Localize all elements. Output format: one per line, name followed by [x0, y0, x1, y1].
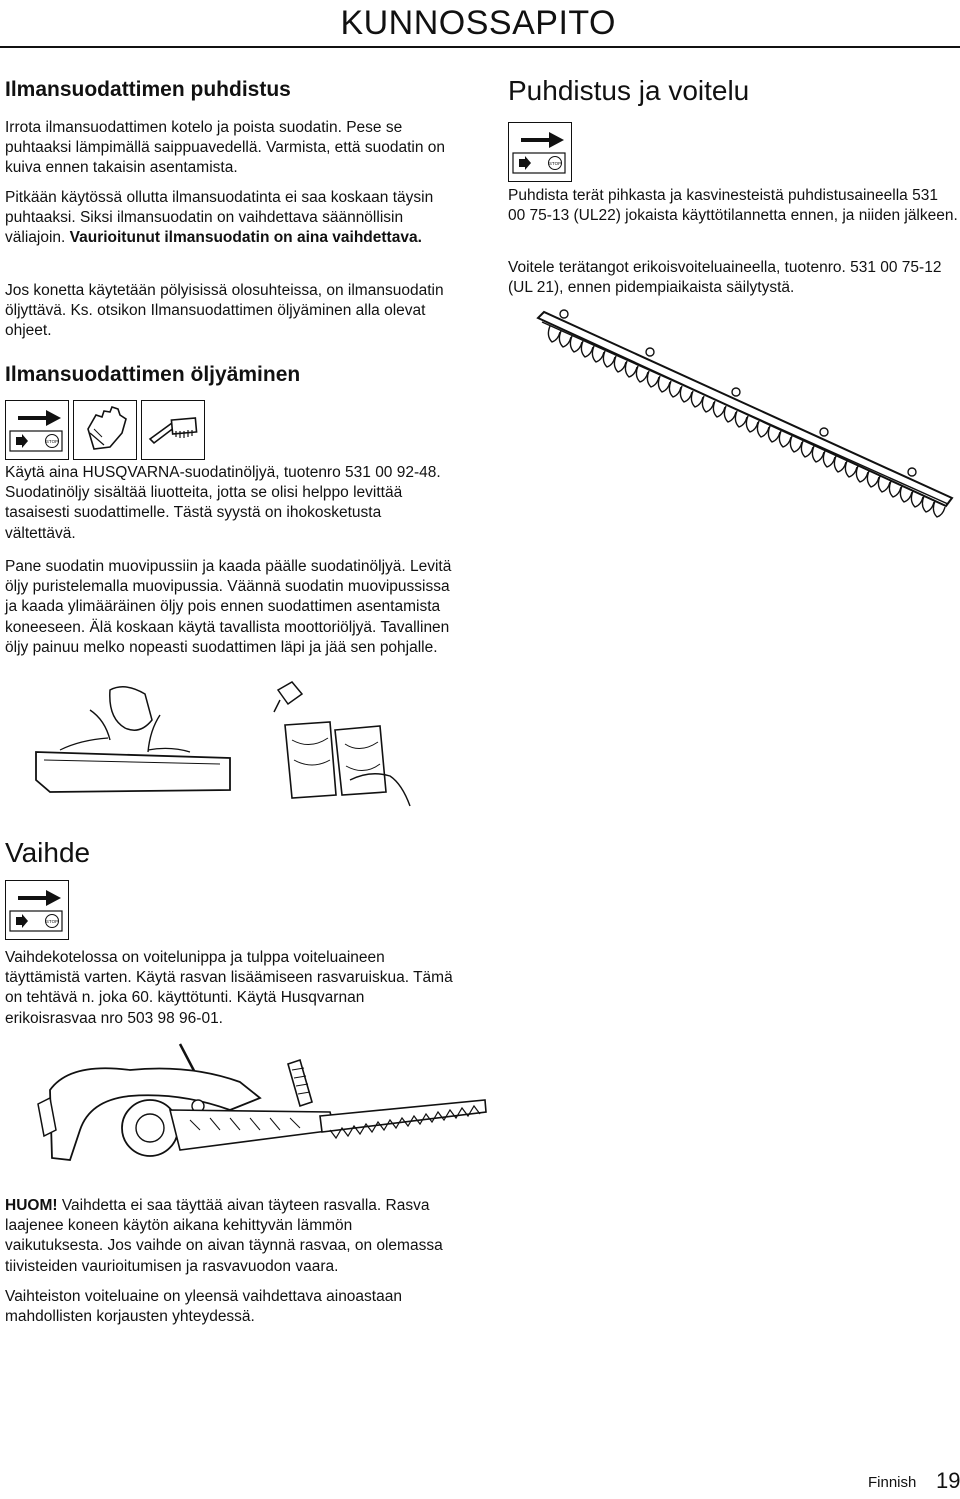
- stop-icon: STOP: [548, 161, 562, 166]
- maintenance-symbol: [5, 400, 69, 460]
- hedge-trimmer-illustration: [30, 1040, 490, 1180]
- blade-illustration: [520, 300, 960, 530]
- note-label: HUOM!: [5, 1197, 58, 1214]
- paragraph: Vaihteiston voiteluaine on yleensä vaihdettava ainoastaan mahdollisten korjausten yhteydessä.: [5, 1288, 402, 1326]
- section-heading-air-filter-oiling: Ilmansuodattimen öljyäminen: [5, 363, 301, 386]
- arrow-forward-icon: [6, 881, 67, 938]
- paragraph: [5, 188, 445, 249]
- paragraph: Pane suodatin muovipussiin ja kaada päälle suodatinöljyä. Levitä öljy puristelemalla muovipussia. Väännä suodatin muovipussissa ja kaada ylimääräinen öljy pois ennen suodattimen asentamista koneeseen. Älä koskaan käytä tavallista moottoriöljyä. Tavallinen öljy painuu melko nopeasti suodattimen läpi ja jää sen pohjalle.: [5, 558, 452, 656]
- footer-page-number: 19: [936, 1468, 960, 1493]
- brush-icon: [142, 401, 203, 458]
- paragraph: Irrota ilmansuodattimen kotelo ja poista suodatin. Pese se puhtaaksi lämpimällä saippuavedellä. Varmista, että suodatin on kuiva ennen takaisin asentamista.: [5, 119, 445, 177]
- filter-oiling-illustration: [30, 680, 430, 810]
- paragraph: Jos konetta käytetään pölyisissä olosuhteissa, on ilmansuodatin öljyttävä. Ks. otsikon Ilmansuodattimen öljyäminen alla olevat ohjeet.: [5, 282, 444, 340]
- section-heading-air-filter-cleaning: Ilmansuodattimen puhdistus: [5, 78, 291, 101]
- paragraph: Puhdista terät pihkasta ja kasvinesteistä puhdistusaineella 531 00 75-13 (UL22) jokaista käyttötilannetta ennen, ja niiden jälkeen.: [508, 187, 958, 225]
- arrow-forward-icon: [6, 401, 67, 458]
- note-text: Vaihdetta ei saa täyttää aivan täyteen rasvalla. Rasva laajenee koneen käytön aikana kehittyvän lämmön vaikutuksesta. Jos vaihde on aivan täynnä rasvaa, on olemassa tiivisteiden vaurioitumisen ja rasvavuodon vaara.: [5, 1197, 443, 1275]
- warning-text: Vaurioitunut ilmansuodatin on aina vaihdettava.: [69, 229, 422, 247]
- brush-symbol: [141, 400, 205, 460]
- maintenance-symbol: [508, 122, 572, 182]
- maintenance-symbol: [5, 880, 69, 940]
- paragraph: Käytä aina HUSQVARNA-suodatinöljyä, tuotenro 531 00 92-48. Suodatinöljy sisältää liuotteita, jotta se olisi helppo levittää tasaisesti suodattimelle. Tästä syystä on ihokosketusta vältettävä.: [5, 464, 441, 542]
- paragraph: Vaihdekotelossa on voitelunippa ja tulppa voiteluaineen täyttämistä varten. Käytä rasvan lisäämiseen rasvaruiskua. Tämä on tehtävä n. joka 60. käyttötunti. Käytä Husqvarnan erikoisrasvaa nro 503 98 96-01.: [5, 949, 453, 1027]
- section-heading-cleaning-lubrication: Puhdistus ja voitelu: [508, 75, 750, 106]
- stop-icon: STOP: [45, 919, 59, 924]
- paragraph: Voitele terätangot erikoisvoiteluaineella, tuotenro. 531 00 75-12 (UL 21), ennen pidempiaikaista säilytystä.: [508, 259, 942, 297]
- glove-icon: [74, 401, 135, 458]
- blade-teeth: [548, 326, 945, 517]
- note-paragraph: [5, 1196, 453, 1277]
- stop-icon: STOP: [45, 439, 59, 444]
- footer-language: Finnish: [868, 1474, 917, 1491]
- page-title: KUNNOSSAPITO: [340, 4, 616, 42]
- arrow-forward-icon: [509, 123, 570, 180]
- header-divider: [0, 46, 960, 48]
- paragraph-text: Pitkään käytössä ollutta ilmansuodatinta ei saa koskaan täysin puhtaaksi. Siksi ilmansuodatin on vaihdettava säännöllisin väliajoin.: [5, 189, 434, 247]
- section-heading-gearbox: Vaihde: [5, 837, 91, 868]
- glove-symbol: [73, 400, 137, 460]
